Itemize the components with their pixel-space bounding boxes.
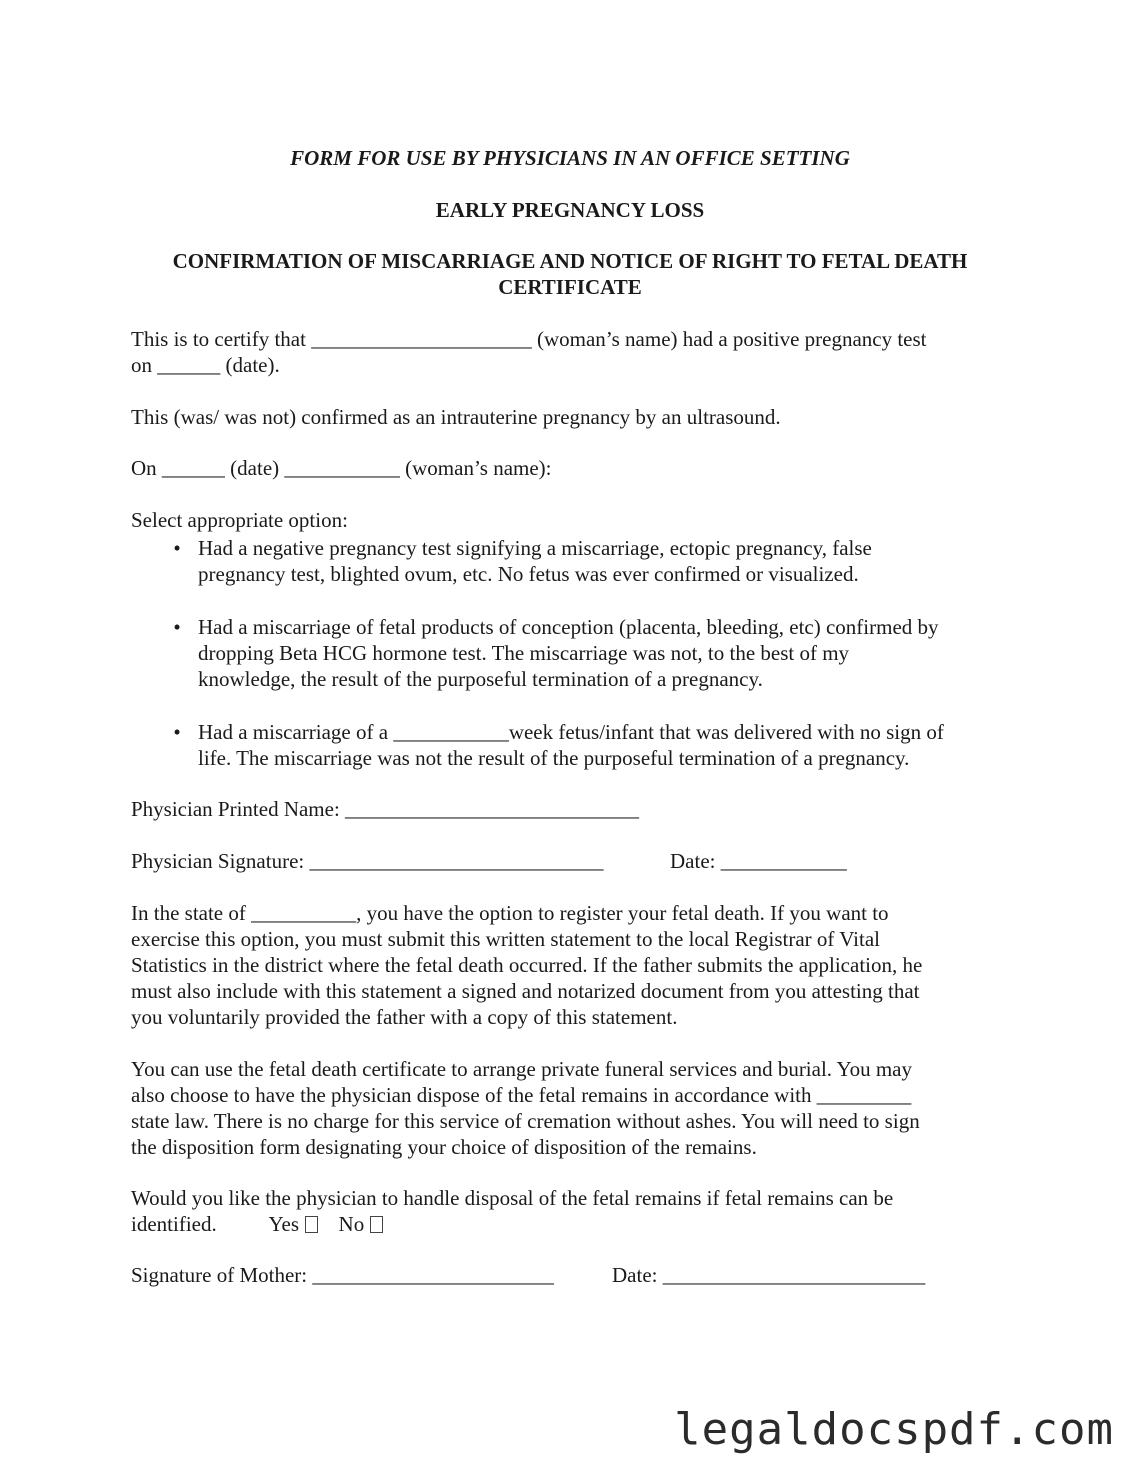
yes-option-label: Yes: [268, 1212, 300, 1236]
option-3-line-2: life. The miscarriage was not the result of the purposeful termination of a pregnancy.: [198, 746, 910, 770]
option-1-line-2: pregnancy test, blighted ovum, etc. No fetus was ever confirmed or visualized.: [198, 562, 859, 586]
physician-date-field: Date: ____________: [670, 849, 847, 873]
option-1-line-1: Had a negative pregnancy test signifying a miscarriage, ectopic pregnancy, false: [198, 536, 872, 560]
bullet-icon: •: [173, 615, 181, 639]
certify-line-1: This is to certify that _____________________ (woman’s name) had a positive pregnancy test: [131, 327, 927, 351]
option-3-line-1: Had a miscarriage of a ___________week fetus/infant that was delivered with no sign of: [198, 720, 944, 744]
yes-checkbox[interactable]: [305, 1216, 318, 1233]
form-usage-heading: FORM FOR USE BY PHYSICIANS IN AN OFFICE SETTING: [290, 146, 850, 170]
state-paragraph-line-4: must also include with this statement a signed and notarized document from you attesting that: [131, 979, 920, 1003]
no-checkbox[interactable]: [370, 1216, 383, 1233]
physician-printed-name-field: Physician Printed Name: ____________________________: [131, 797, 640, 821]
certificate-paragraph-line-1: You can use the fetal death certificate to arrange private funeral services and burial. You may: [131, 1057, 912, 1081]
subtitle-line-2: CERTIFICATE: [498, 275, 642, 299]
bullet-icon: •: [173, 720, 181, 744]
option-2-line-3: knowledge, the result of the purposeful termination of a pregnancy.: [198, 667, 763, 691]
select-option-label: Select appropriate option:: [131, 508, 348, 532]
subtitle-line-1: CONFIRMATION OF MISCARRIAGE AND NOTICE OF RIGHT TO FETAL DEATH: [172, 249, 968, 273]
mother-signature-field: Signature of Mother: _______________________: [131, 1263, 554, 1287]
state-paragraph-line-5: you voluntarily provided the father with a copy of this statement.: [131, 1005, 678, 1029]
watermark-text: legaldocspdf.com: [674, 1404, 1114, 1455]
disposal-question-text: identified.: [131, 1212, 217, 1236]
certificate-paragraph-line-4: the disposition form designating your choice of disposition of the remains.: [131, 1135, 757, 1159]
state-paragraph-line-1: In the state of __________, you have the option to register your fetal death. If you want to: [131, 901, 889, 925]
physician-signature-field: Physician Signature: ____________________________: [131, 849, 604, 873]
option-2-line-1: Had a miscarriage of fetal products of conception (placenta, bleeding, etc) confirmed by: [198, 615, 939, 639]
certify-line-2: on ______ (date).: [131, 353, 280, 377]
ultrasound-statement: This (was/ was not) confirmed as an intrauterine pregnancy by an ultrasound.: [131, 405, 781, 429]
disposal-question-line-1: Would you like the physician to handle disposal of the fetal remains if fetal remains can be: [131, 1186, 894, 1210]
on-date-line: On ______ (date) ___________ (woman’s name):: [131, 456, 552, 480]
mother-date-field: Date: _________________________: [612, 1263, 926, 1287]
no-option-label: No: [338, 1212, 365, 1236]
page-title: EARLY PREGNANCY LOSS: [435, 198, 705, 222]
certificate-paragraph-line-3: state law. There is no charge for this service of cremation without ashes. You will need to sign: [131, 1109, 920, 1133]
bullet-icon: •: [173, 536, 181, 560]
certificate-paragraph-line-2: also choose to have the physician dispose of the fetal remains in accordance with _________: [131, 1083, 912, 1107]
option-2-line-2: dropping Beta HCG hormone test. The miscarriage was not, to the best of my: [198, 641, 850, 665]
disposal-question-line-2: [131, 1211, 1011, 1237]
state-paragraph-line-2: exercise this option, you must submit this written statement to the local Registrar of Vital: [131, 927, 880, 951]
state-paragraph-line-3: Statistics in the district where the fetal death occurred. If the father submits the application, he: [131, 953, 923, 977]
